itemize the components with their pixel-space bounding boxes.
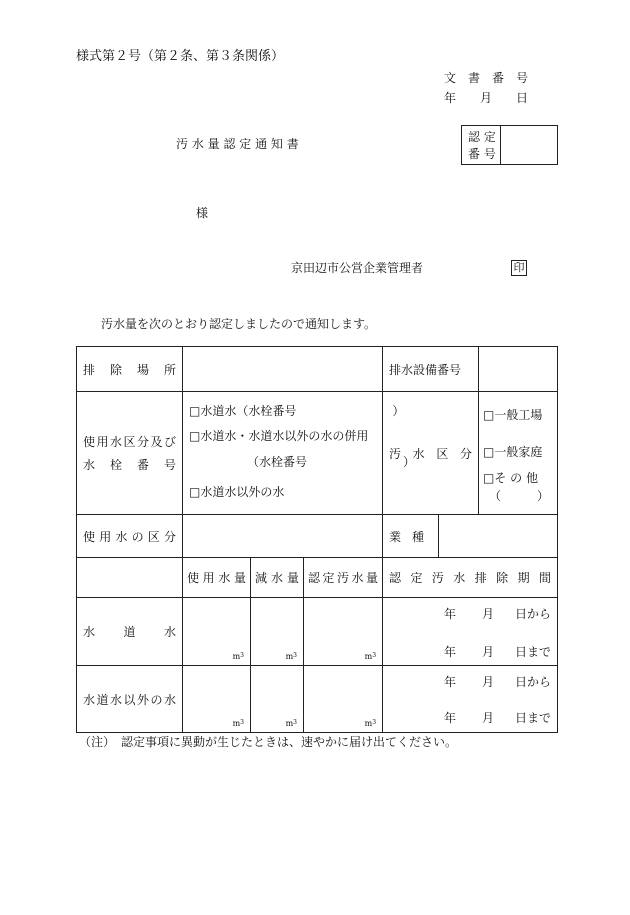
seal-mark: 印	[511, 260, 527, 276]
unit-m3: $m^3$	[285, 652, 297, 661]
unit-m3: $m^3$	[364, 719, 377, 728]
label-water-use-category: 使用水の区分	[77, 515, 183, 558]
unit-m3: $m^3$	[232, 652, 244, 661]
unit-m3: $m^3$	[232, 719, 244, 728]
value-business-type	[439, 515, 558, 558]
sewage-certification-table	[76, 346, 558, 733]
tap-water-period: 年 月 日から 年 月 日まで	[383, 598, 558, 666]
cert-label-line2: 番 号	[468, 147, 496, 161]
tap-water-certified	[304, 598, 383, 666]
option-combined-water: □水道水・水道水以外の水の併用	[189, 429, 369, 443]
label-drainage-facility-number: 排水設備番号	[383, 347, 479, 392]
footnote: （注） 認定事項に異動が生じたときは、速やかに届け出てください。	[79, 735, 458, 749]
issuer-name: 京田辺市公営企業管理者	[291, 261, 424, 275]
row-discharge-location	[77, 347, 558, 392]
cert-label-line1: 認 定	[468, 130, 496, 144]
row-water-use-category	[77, 515, 558, 558]
header-blank	[77, 558, 183, 598]
document-number-label: 文 書 番 号	[444, 71, 529, 85]
certification-number-box	[461, 125, 558, 165]
value-drainage-facility-number	[479, 347, 558, 392]
option-combined-tap-number: （水栓番号 ）	[247, 455, 416, 469]
header-discharge-period: 認定汚水排除期間	[383, 558, 558, 598]
header-water-usage: 使用水量	[183, 558, 251, 598]
option-tap-water: □水道水（水栓番号 ）	[189, 404, 405, 418]
row-non-tap-water	[77, 666, 558, 733]
addressee-suffix: 様	[196, 206, 209, 220]
value-discharge-location	[183, 347, 383, 392]
option-general-household: □一般家庭	[483, 445, 543, 459]
non-tap-water-period: 年 月 日から 年 月 日まで	[383, 666, 558, 733]
label-water-category: 使用水区分及び 水栓番号	[77, 392, 183, 515]
label-tap-water: 水道水	[77, 598, 183, 666]
row-water-category	[77, 392, 558, 515]
non-tap-water-usage	[183, 666, 251, 733]
option-general-factory: □一般工場	[483, 408, 543, 422]
non-tap-water-certified	[304, 666, 383, 733]
sewage-category-options	[479, 392, 558, 515]
option-non-tap-water: □水道水以外の水	[189, 485, 285, 499]
header-water-reduction: 減水量	[251, 558, 304, 598]
label-sewage-category: 汚水区分	[383, 392, 479, 515]
tap-water-reduction	[251, 598, 304, 666]
option-other-paren: （ ）	[489, 489, 550, 503]
tap-water-usage	[183, 598, 251, 666]
option-other: □そ の 他	[483, 471, 538, 485]
label-business-type: 業種	[383, 515, 439, 558]
intro-text: 汚水量を次のとおり認定しましたので通知します。	[101, 317, 377, 331]
value-water-use-category	[183, 515, 383, 558]
label-discharge-location: 排除場所	[77, 347, 183, 392]
water-category-options	[183, 392, 416, 515]
unit-m3: $m^3$	[285, 719, 297, 728]
label-non-tap-water: 水道水以外の水	[77, 666, 183, 733]
form-label: 様式第２号（第２条、第３条関係）	[76, 49, 285, 64]
unit-m3: $m^3$	[364, 652, 377, 661]
document-title: 汚 水 量 認 定 通 知 書	[176, 137, 299, 151]
row-tap-water	[77, 598, 558, 666]
date-label: 年 月 日	[444, 91, 529, 105]
non-tap-water-reduction	[251, 666, 304, 733]
header-certified-sewage: 認定汚水量	[304, 558, 383, 598]
row-quantity-header	[77, 558, 558, 598]
